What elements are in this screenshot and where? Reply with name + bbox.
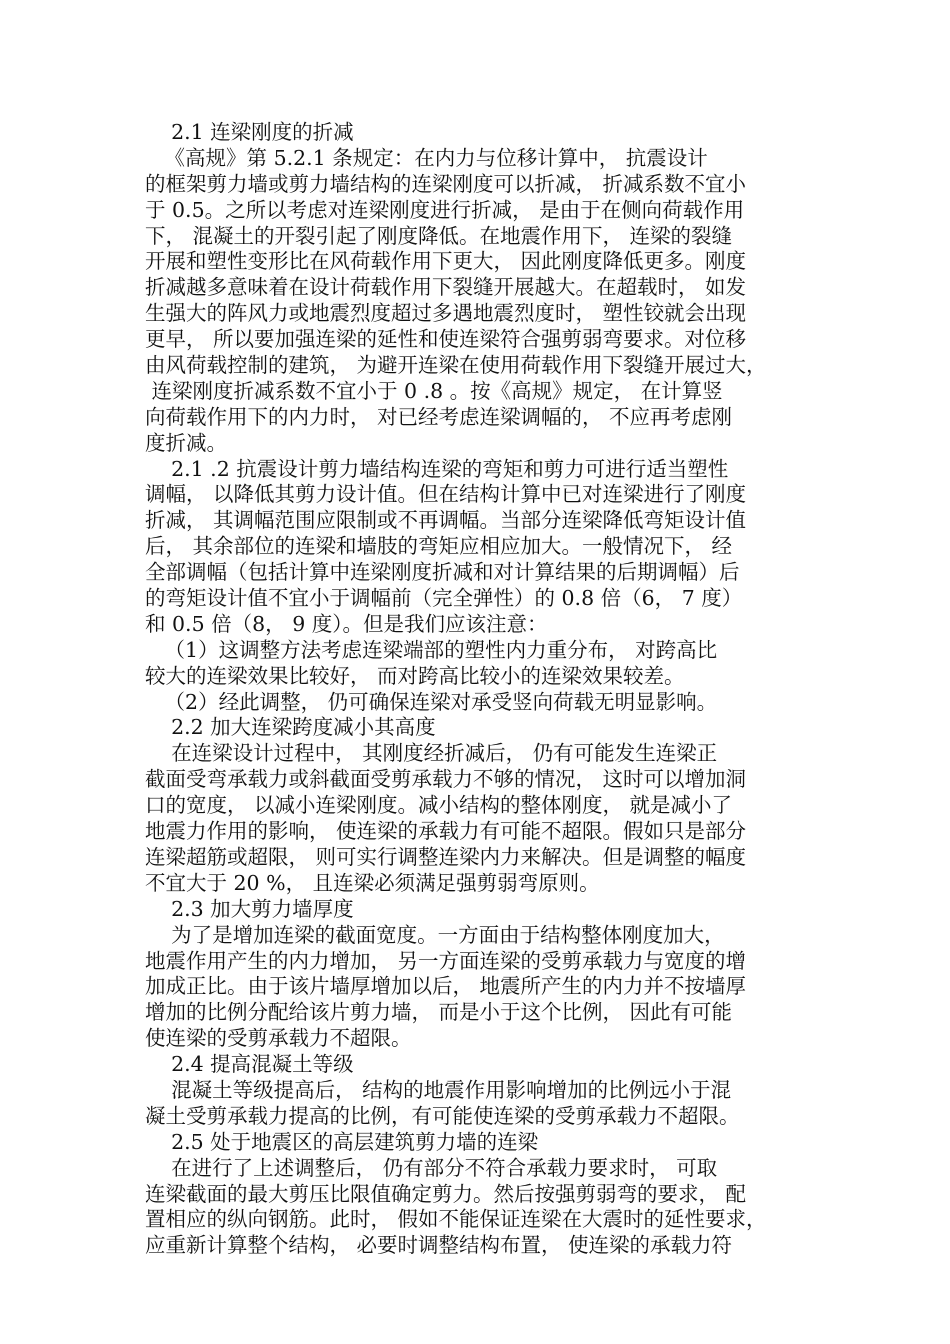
paragraph-line: 增加的比例分配给该片剪力墙， 而是小于这个比例， 因此有可能 [145,1000,733,1025]
paragraph-line: 度折减。 [145,430,227,455]
paragraph-line: 2.1 .2 抗震设计剪力墙结构连梁的弯矩和剪力可进行适当塑性 [145,456,729,481]
section-heading: 2.2 加大连梁跨度减小其高度 [145,715,436,740]
paragraph-line: 使连梁的受剪承载力不超限。 [145,1026,412,1051]
paragraph-line: 更早， 所以要加强连梁的延性和使连梁符合强剪弱弯要求。对位移 [145,327,747,352]
paragraph-line: 连梁超筋或超限， 则可实行调整连梁内力来解决。但是调整的幅度 [145,844,747,869]
paragraph-line: 《高规》第 5.2.1 条规定：在内力与位移计算中， 抗震设计 [145,145,708,170]
paragraph-line: 地震力作用的影响， 使连梁的承载力有可能不超限。假如只是部分 [145,819,747,844]
paragraph-line: 连梁截面的最大剪压比限值确定剪力。然后按强剪弱弯的要求， 配 [145,1181,747,1206]
list-item-line: （2）经此调整， 仍可确保连梁对承受竖向荷载无明显影响。 [145,689,718,714]
paragraph-line: 凝土受剪承载力提高的比例，有可能使连梁的受剪承载力不超限。 [145,1103,740,1128]
paragraph-line: 地震作用产生的内力增加， 另一方面连梁的受剪承载力与宽度的增 [145,948,747,973]
paragraph-line: 置相应的纵向钢筋。此时， 假如不能保证连梁在大震时的延性要求， [145,1207,767,1232]
list-item-line: 较大的连梁效果比较好， 而对跨高比较小的连梁效果较差。 [145,663,685,688]
paragraph-line: 混凝土等级提高后， 结构的地震作用影响增加的比例远小于混 [145,1077,732,1102]
paragraph-line: 连梁刚度折减系数不宜小于 0 .8 。按《高规》规定， 在计算竖 [145,378,723,403]
section-heading: 2.1 连梁刚度的折减 [145,120,354,144]
paragraph-line: 由风荷载控制的建筑， 为避开连梁在使用荷载作用下裂缝开展过大， [145,353,767,378]
paragraph-line: 折减， 其调幅范围应限制或不再调幅。当部分连梁降低弯矩设计值 [145,508,747,533]
section-heading: 2.5 处于地震区的高层建筑剪力墙的连梁 [145,1129,539,1154]
paragraph-line: 加成正比。由于该片墙厚增加以后， 地震所产生的内力并不按墙厚 [145,974,747,999]
paragraph-line: 口的宽度， 以减小连梁刚度。减小结构的整体刚度， 就是减小了 [145,793,733,818]
document-body [145,120,810,1259]
paragraph-line: 的弯矩设计值不宜小于调幅前（完全弹性）的 0.8 倍（6， 7 度） [145,586,743,611]
paragraph-line: 于 0.5。之所以考虑对连梁刚度进行折减， 是由于在侧向荷载作用 [145,197,745,222]
paragraph-line: 后， 其余部位的连梁和墙肢的弯矩应相应加大。一般情况下， 经 [145,534,733,559]
list-item-line: （1）这调整方法考虑连梁端部的塑性内力重分布， 对跨高比 [145,637,718,662]
paragraph-line: 下， 混凝土的开裂引起了刚度降低。在地震作用下， 连梁的裂缝 [145,223,733,248]
paragraph-line: 在进行了上述调整后， 仍有部分不符合承载力要求时， 可取 [145,1155,718,1180]
paragraph-line: 和 0.5 倍（8， 9 度）。但是我们应该注意： [145,611,548,636]
paragraph-line: 不宜大于 20 %， 且连梁必须满足强剪弱弯原则。 [145,870,600,895]
paragraph-line: 应重新计算整个结构， 必要时调整结构布置， 使连梁的承载力符 [145,1233,733,1258]
paragraph-line: 向荷载作用下的内力时， 对已经考虑连梁调幅的， 不应再考虑刚 [145,404,733,429]
paragraph-line: 开展和塑性变形比在风荷载作用下更大， 因此刚度降低更多。刚度 [145,249,747,274]
paragraph-line: 的框架剪力墙或剪力墙结构的连梁刚度可以折减， 折减系数不宜小 [145,171,747,196]
section-heading: 2.3 加大剪力墙厚度 [145,896,354,921]
paragraph-line: 调幅， 以降低其剪力设计值。但在结构计算中已对连梁进行了刚度 [145,482,747,507]
paragraph-line: 折减越多意味着在设计荷载作用下裂缝开展越大。在超载时， 如发 [145,275,747,300]
paragraph-line: 截面受弯承载力或斜截面受剪承载力不够的情况， 这时可以增加洞 [145,767,747,792]
paragraph-line: 全部调幅（包括计算中连梁刚度折减和对计算结果的后期调幅）后 [145,560,740,585]
section-heading: 2.4 提高混凝土等级 [145,1052,354,1077]
paragraph-line: 在连梁设计过程中， 其刚度经折减后， 仍有可能发生连梁正 [145,741,718,766]
paragraph-line: 生强大的阵风力或地震烈度超过多遇地震烈度时， 塑性铰就会出现 [145,301,747,326]
paragraph-line: 为了是增加连梁的截面宽度。一方面由于结构整体刚度加大， [145,922,725,947]
